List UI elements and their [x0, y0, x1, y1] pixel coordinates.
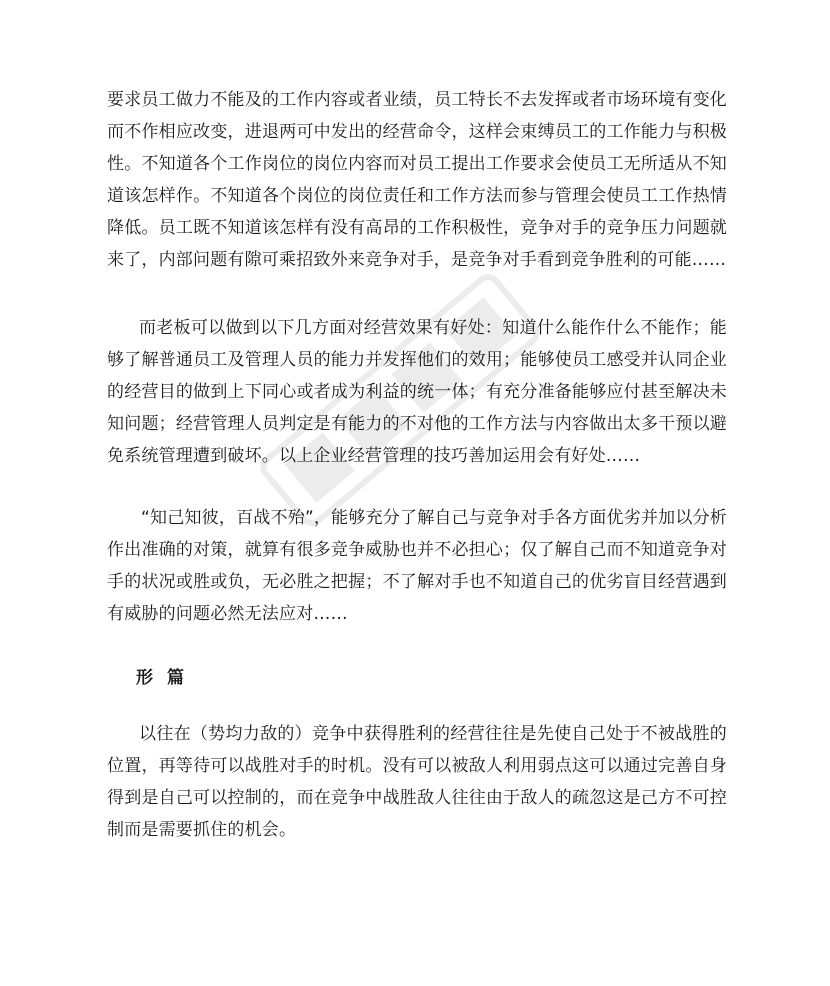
body-paragraph-1: 要求员工做力不能及的工作内容或者业绩，员工特长不去发挥或者市场环境有变化而不作相应改变，进退两可中发出的经营命令，这样会束缚员工的工作能力与积极性。不知道各个工作岗位的岗位内容而对员工提出工作要求会使员工无所适从不知道该怎样作。不知道各个岗位的岗位责任和工作方法而参与管理会使员工工作热情降低。员工既不知道该怎样有没有高昂的工作积极性，竞争对手的竞争压力问题就来了，内部问题有隙可乘招致外来竞争对手，是竞争对手看到竞争胜利的可能…… [107, 90, 727, 270]
body-paragraph-3: “知己知彼，百战不殆”，能够充分了解自己与竞争对手各方面优劣并加以分析作出准确的对策，就算有很多竞争威胁也并不必担心；仅了解自己而不知道竞争对手的状况或胜或负，无必胜之把握；不了解对手也不知道自己的优劣盲目经营遇到有威胁的问题必然无法应对…… [107, 508, 727, 624]
section-heading: 形篇 [136, 668, 198, 688]
section-paragraph: 以往在（势均力敌的）竞争中获得胜利的经营往往是先使自己处于不被战胜的位置，再等待可以战胜对手的时机。没有可以被敌人利用弱点这可以通过完善自身得到是自己可以控制的，而在竞争中战胜敌人往往由于敌人的疏忽这是己方不可控制而是需要抓住的机会。 [107, 724, 727, 840]
body-paragraph-2: 而老板可以做到以下几方面对经营效果有好处：知道什么能作什么不能作；能够了解普通员工及管理人员的能力并发挥他们的效用；能够使员工感受并认同企业的经营目的做到上下同心或者成为利益的统一体；有充分准备能够应付甚至解决未知问题；经营管理人员判定是有能力的不对他的工作方法与内容做出太多干预以避免系统管理遭到破坏。以上企业经营管理的技巧善加运用会有好处…… [107, 318, 727, 466]
